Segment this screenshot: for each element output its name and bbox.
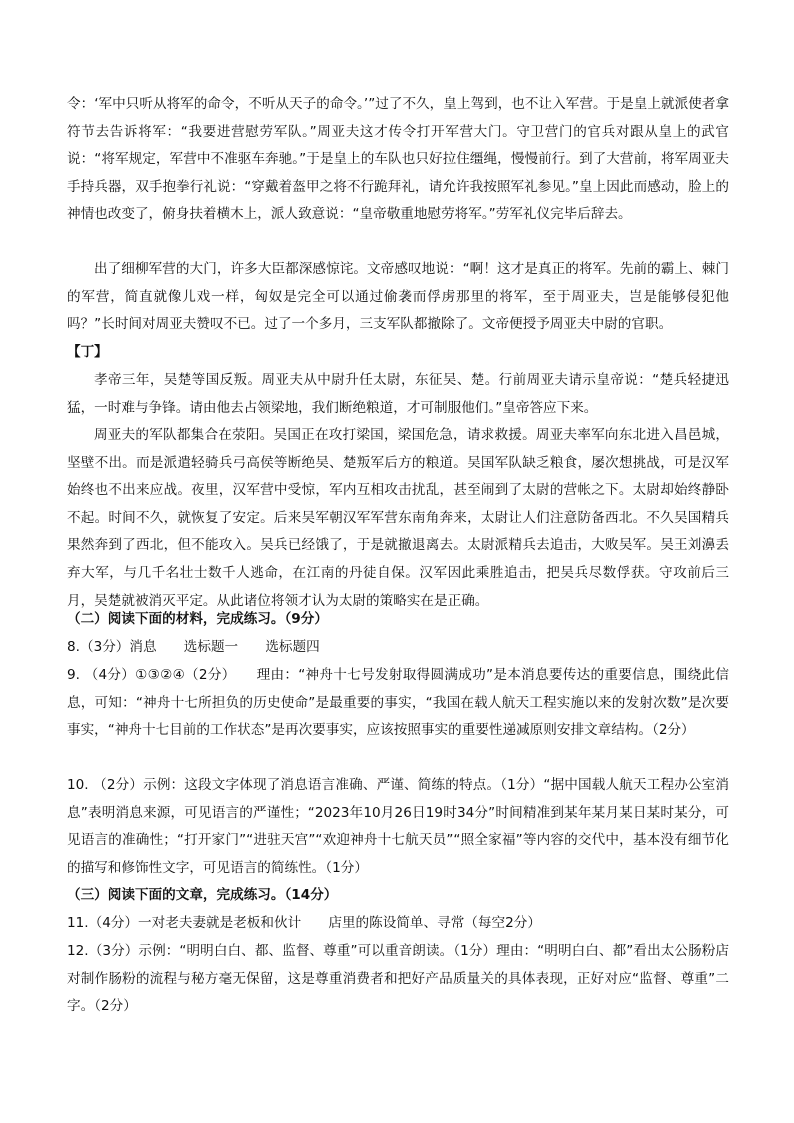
passage-paragraph-1: 令：‘军中只听从将军的命令，不听从天子的命令。’”过了不久，皇上驾到，也不让入军营。于是皇上就派使者拿符节去告诉将军：“我要进营慰劳军队。”周亚夫这才传令打开军营大门。守卫营门的官兵对跟从皇上的武官说：“将军规定，军营中不准驱车奔驰。”于是皇上的车队也只好拉住缰绳，慢慢前行。到了大营前，将军周亚夫手持兵器，双手抱拳行礼说：“穿戴着盔甲之将不行跪拜礼，请允许我按照军礼参见。”皇上因此而感动，脸上的神情也改变了，俯身扶着横木上，派人致意说：“皇帝敬重地慰劳将军。”劳军礼仪完毕后辞去。 [67,96,730,223]
answer-q9: 9. （4分）①③②④（2分） 理由：“神舟十七号发射取得圆满成功”是本消息要传达的重要信息，围绕此信息，可知：“神舟十七所担负的历史使命”是最重要的事实，“我国在载人航天工程实施以来的发射次数”是次要事实，“神舟十七目前的工作状态”是再次要事实，应该按照事实的重要性递减原则安排文章结构。（2分） [67,667,729,739]
ding-paragraph-2: 周亚夫的军队都集合在荥阳。吴国正在攻打梁国，梁国危急，请求救援。周亚夫率军向东北进入昌邑城，坚壁不出。而是派遣轻骑兵弓高侯等断绝吴、楚叛军后方的粮道。吴国军队缺乏粮食，屡次想挑战，可是汉军始终也不出来应战。夜里，汉军营中受惊，军内互相攻击扰乱，甚至闹到了太尉的营帐之下。太尉却始终静卧不起。时间不久，就恢复了安定。后来吴军朝汉军军营东南角奔来，太尉让人们注意防备西北。不久吴国精兵果然奔到了西北，但不能攻入。吴兵已经饿了，于是就撤退离去。太尉派精兵去追击，大败吴军。吴王刘濞丢弃大军，与几千名壮士数千人逃命，在江南的丹徒自保。汉军因此乘胜追击，把吴兵尽数俘获。守攻前后三月，吴楚就被消灭平定。从此诸位将领才认为太尉的策略实在是正确。 [67,427,729,609]
answer-q12: 12.（3分）示例：“明明白白、都、监督、尊重”可以重音朗读。（1分）理由：“明明白白、都”看出太公肠粉店对制作肠粉的流程与秘方毫无保留，这是尊重消费者和把好产品质量关的具体表现，正好对应“监督、尊重”二字。（2分） [67,943,729,1015]
section-heading-2: （二）阅读下面的材料，完成练习。（9分） [67,611,328,627]
answer-q8: 8.（3分）消息 选标题一 选标题四 [67,639,320,655]
ding-paragraph-1: 孝帝三年，吴楚等国反叛。周亚夫从中尉升任太尉，东征吴、楚。行前周亚夫请示皇帝说：“楚兵轻捷迅猛，一时难与争锋。请由他去占领梁地，我们断绝粮道，才可制服他们。”皇帝答应下来。 [67,372,729,416]
answer-q10: 10. （2分）示例：这段文字体现了消息语言准确、严谨、简练的特点。（1分）“据中国载人航天工程办公室消息”表明消息来源，可见语言的严谨性；“2023年10月26日19时34分”时间精准到某年某月某日某时某分，可见语言的准确性；“打开家门”“进驻天宫”“欢迎神舟十七航天员”“照全家福”等内容的交代中，基本没有细节化的描写和修饰性文字，可见语言的简练性。（1分） [67,777,729,876]
section-heading-ding: 【丁】 [67,344,108,360]
section-heading-3: （三）阅读下面的文章，完成练习。（14分） [67,887,338,903]
passage-paragraph-2: 出了细柳军营的大门，许多大臣都深感惊诧。文帝感叹地说：“啊！这才是真正的将军。先前的霸上、棘门的军营，简直就像儿戏一样，匈奴是完全可以通过偷袭而俘虏那里的将军，至于周亚夫，岂是能够侵犯他吗？”长时间对周亚夫赞叹不已。过了一个多月，三支军队都撤除了。文帝便授予周亚夫中尉的官职。 [67,261,729,333]
answer-q11: 11.（4分）一对老夫妻就是老板和伙计 店里的陈设简单、寻常（每空2分） [67,915,541,931]
